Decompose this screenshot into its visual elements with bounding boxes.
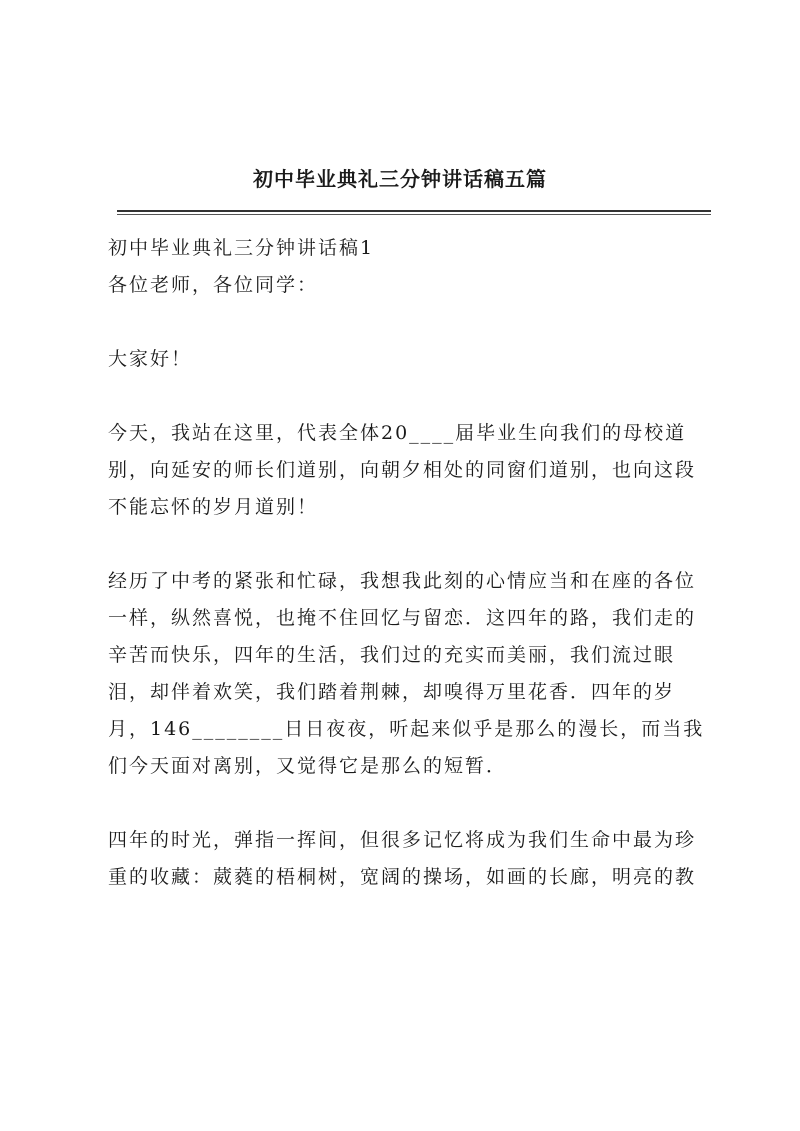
paragraph-3: 四年的时光，弹指一挥间，但很多记忆将成为我们生命中最为珍重的收藏：葳蕤的梧桐树，宽阔的操场，如画的长廊，明亮的教 [108,829,697,888]
title-divider-thick [117,210,711,212]
document-body [108,230,708,896]
document-title: 初中毕业典礼三分钟讲话稿五篇 [253,167,547,191]
salutation: 各位老师，各位同学： [108,274,319,296]
paragraph-2: 经历了中考的紧张和忙碌，我想我此刻的心情应当和在座的各位一样，纵然喜悦，也掩不住回忆与留恋．这四年的路，我们走的辛苦而快乐，四年的生活，我们过的充实而美丽，我们流过眼泪，却伴着欢笑，我们踏着荆棘，却嗅得万里花香．四年的岁月，146________日日夜夜，听起来似乎是那么的漫长，而当我们今天面对离别，又觉得它是那么的短暂． [108,570,705,777]
paragraph-gap [108,785,708,822]
greeting: 大家好！ [108,348,193,370]
paragraph-gap [108,378,708,415]
paragraph-1: 今天，我站在这里，代表全体20____届毕业生向我们的母校道别，向延安的师长们道别，向朝夕相处的同窗们道别，也向这段不能忘怀的岁月道别！ [108,422,697,518]
speech-subtitle: 初中毕业典礼三分钟讲话稿1 [108,237,375,259]
title-divider-thin [117,214,711,215]
paragraph-gap [108,526,708,563]
paragraph-gap [108,304,708,341]
